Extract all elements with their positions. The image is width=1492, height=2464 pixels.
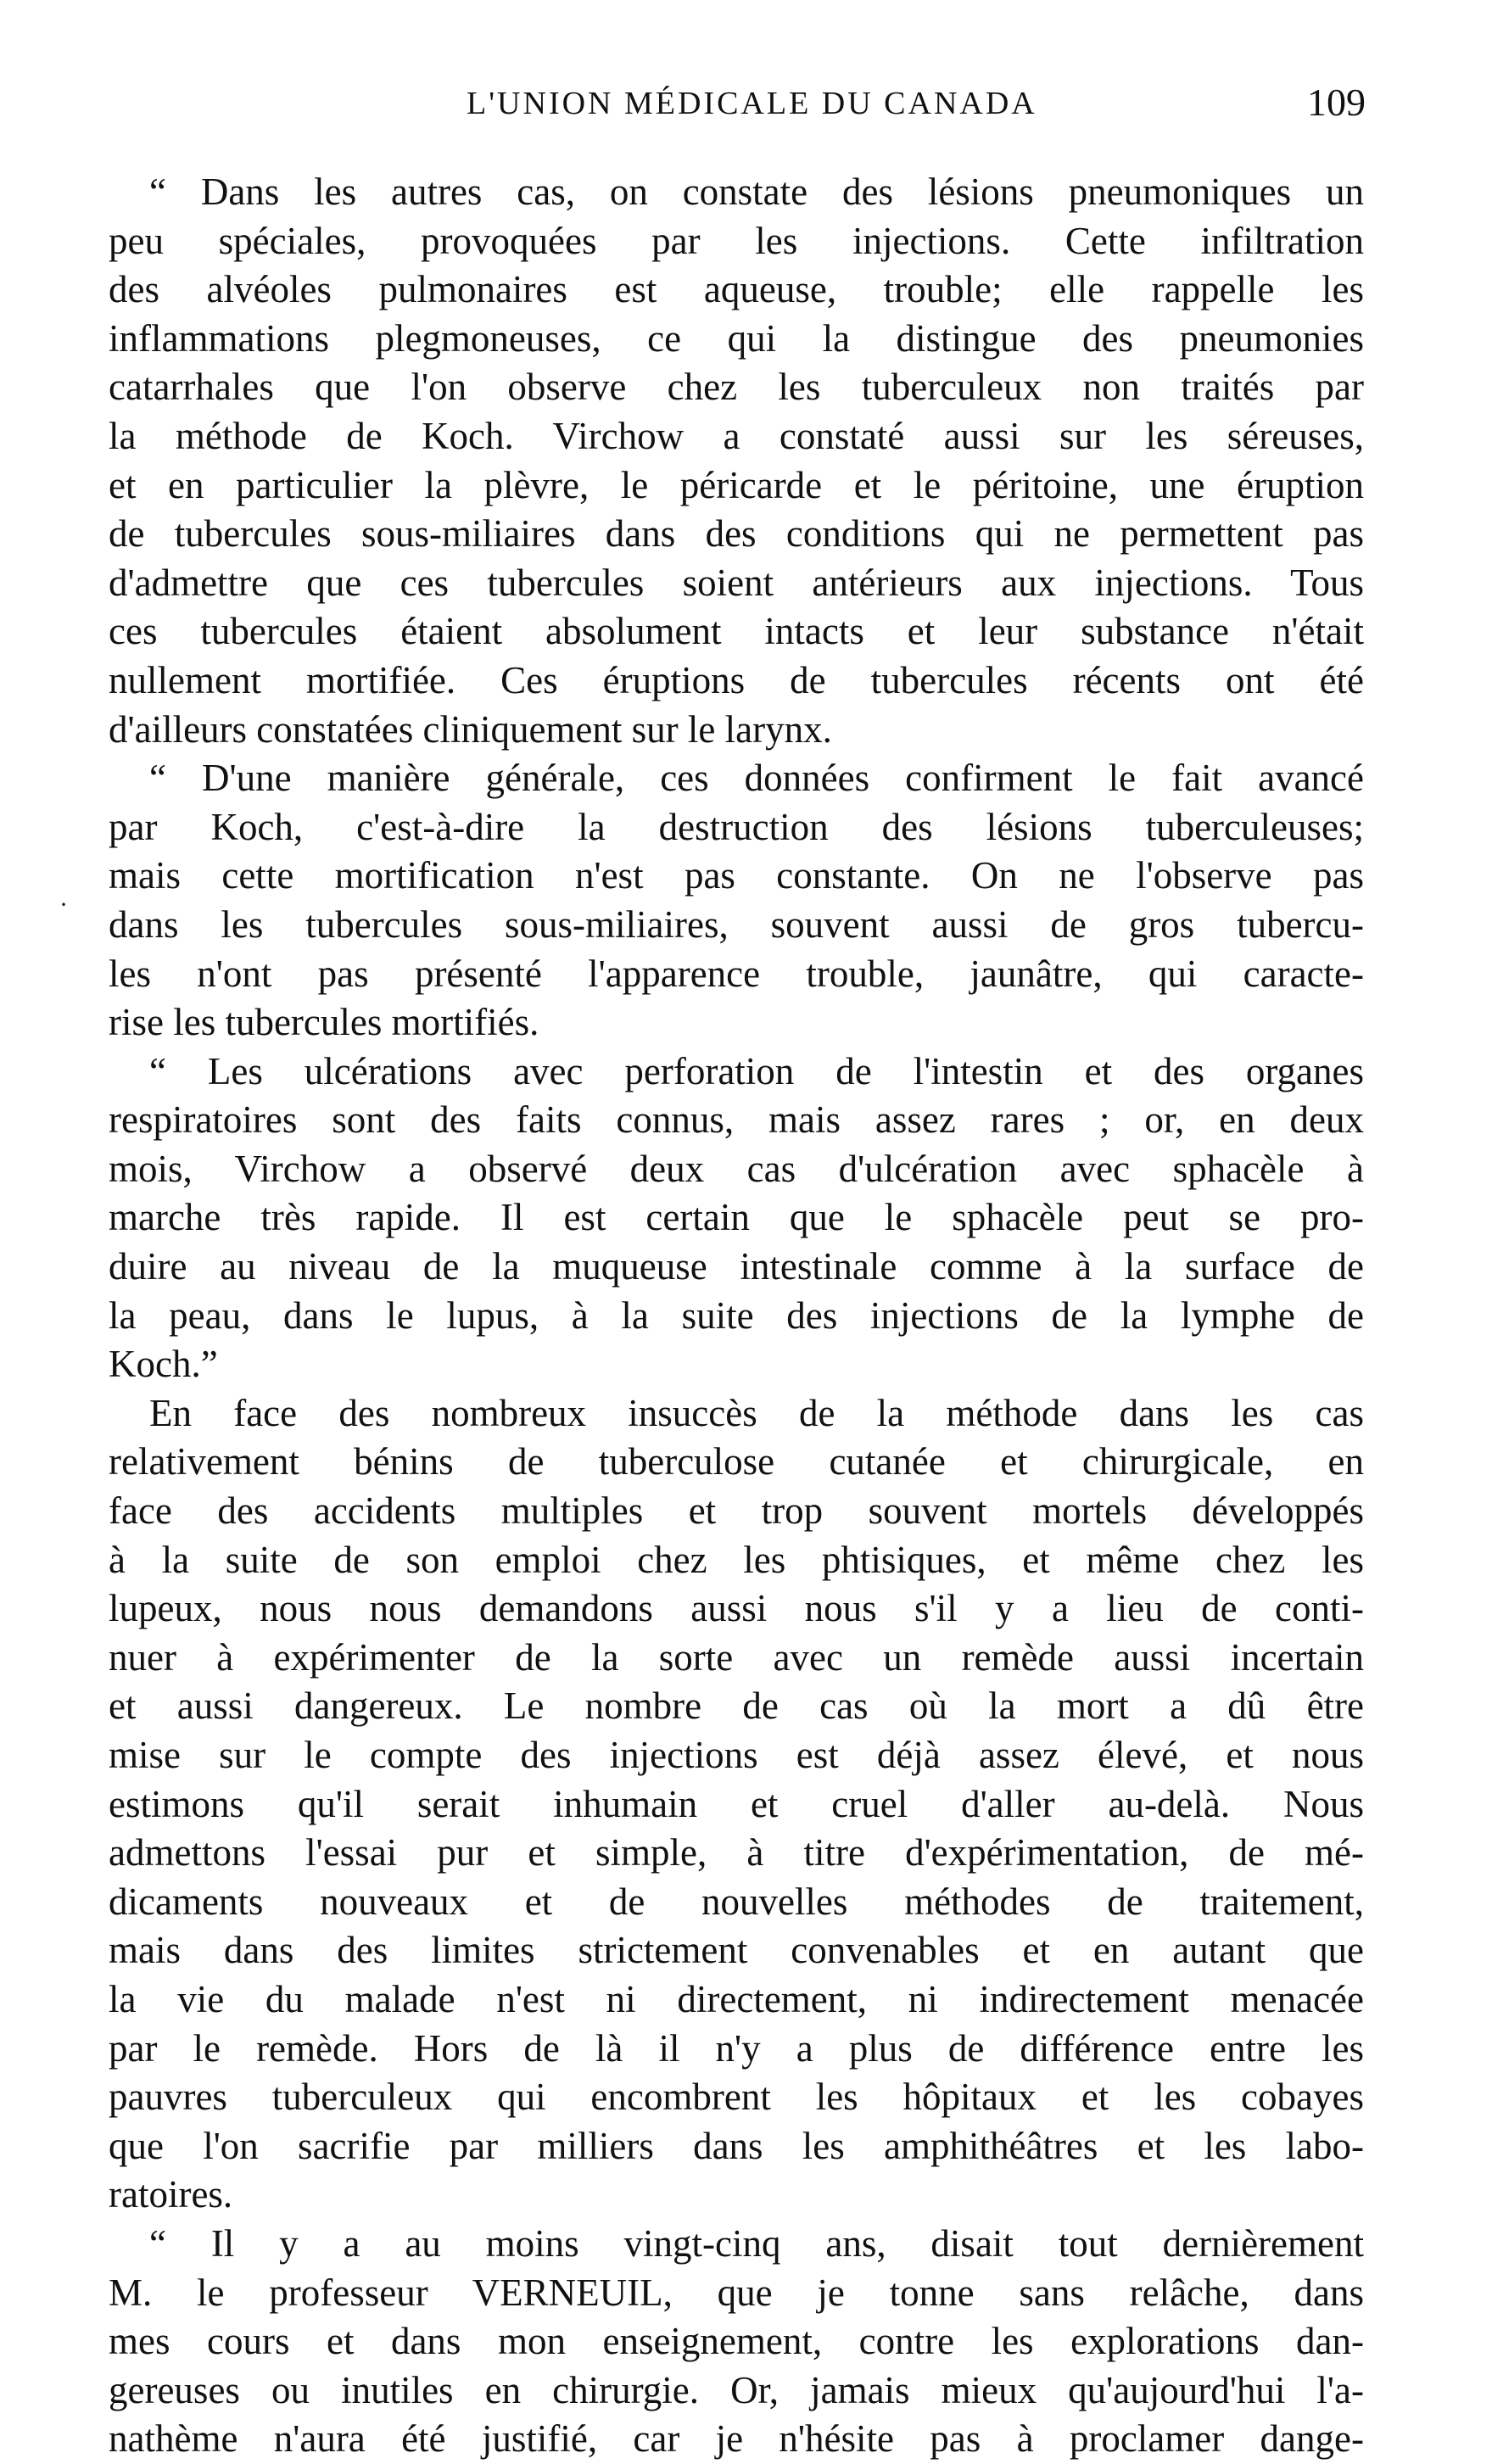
text-line: mise sur le compte des injections est déjà assez élevé, et nous	[109, 1734, 1364, 1776]
text-line: pauvres tuberculeux qui encombrent les hôpitaux et les cobayes	[109, 2076, 1364, 2119]
running-title: L'UNION MÉDICALE DU CANADA	[467, 86, 1037, 121]
text-line: Koch.”	[109, 1343, 218, 1386]
text-line: dans les tubercules sous-miliaires, souvent aussi de gros tubercu-	[109, 902, 1364, 946]
text-line: En face des nombreux insuccès de la méthode dans les cas	[149, 1391, 1364, 1434]
text-line: à la suite de son emploi chez les phtisiques, et même chez les	[109, 1538, 1364, 1581]
text-line: mais cette mortification n'est pas constante. On ne l'observe pas	[109, 854, 1364, 897]
text-line: que l'on sacrifie par milliers dans les amphithéâtres et les labo-	[109, 2124, 1364, 2167]
text-line: la vie du malade n'est ni directement, ni indirectement menacée	[109, 1977, 1364, 2020]
text-line: et en particulier la plèvre, le péricarde et le péritoine, une éruption	[109, 463, 1364, 506]
text-line: M. le professeur VERNEUIL, que je tonne sans relâche, dans	[109, 2271, 1364, 2314]
text-line: gereuses ou inutiles en chirurgie. Or, jamais mieux qu'aujourd'hui l'a-	[109, 2368, 1364, 2411]
text-line: et aussi dangereux. Le nombre de cas où la mort a dû être	[109, 1685, 1364, 1728]
body-text	[109, 168, 1364, 2464]
text-line: rise les tubercules mortifiés.	[109, 1001, 539, 1044]
text-line: ces tubercules étaient absolument intacts et leur substance n'était	[109, 610, 1364, 653]
text-line: “ Il y a au moins vingt-cinq ans, disait tout dernièrement	[149, 2221, 1364, 2265]
text-line: catarrhales que l'on observe chez les tuberculeux non traités par	[109, 366, 1364, 409]
text-line: de tubercules sous-miliaires dans des conditions qui ne permettent pas	[109, 512, 1364, 556]
text-line: mes cours et dans mon enseignement, contre les explorations dan-	[109, 2320, 1364, 2363]
text-line: “ Dans les autres cas, on constate des lésions pneumoniques un	[149, 170, 1364, 213]
text-line: nathème n'aura été justifié, car je n'hésite pas à proclamer dange-	[109, 2417, 1364, 2461]
page-header	[110, 81, 1366, 136]
text-line: d'admettre que ces tubercules soient antérieurs aux injections. Tous	[109, 561, 1364, 604]
text-line: mais dans des limites strictement convenables et en autant que	[109, 1929, 1364, 1972]
text-line: inflammations plegmoneuses, ce qui la distingue des pneumonies	[109, 316, 1364, 360]
text-line: relativement bénins de tuberculose cutanée et chirurgicale, en	[109, 1440, 1364, 1483]
text-line: estimons qu'il serait inhumain et cruel d'aller au-delà. Nous	[109, 1782, 1364, 1825]
text-line: les n'ont pas présenté l'apparence trouble, jaunâtre, qui caracte-	[109, 952, 1364, 995]
text-line: la méthode de Koch. Virchow a constaté aussi sur les séreuses,	[109, 414, 1364, 457]
page-number: 109	[1307, 81, 1366, 124]
text-line: nullement mortifiée. Ces éruptions de tubercules récents ont été	[109, 658, 1364, 701]
text-line: marche très rapide. Il est certain que le sphacèle peut se pro-	[109, 1196, 1364, 1239]
text-line: d'ailleurs constatées cliniquement sur le larynx.	[109, 707, 832, 751]
text-line: mois, Virchow a observé deux cas d'ulcération avec sphacèle à	[109, 1147, 1364, 1190]
text-line: ratoires.	[109, 2173, 233, 2216]
text-line: respiratoires sont des faits connus, mais assez rares ; or, en deux	[109, 1098, 1364, 1142]
text-line: nuer à expérimenter de la sorte avec un remède aussi incertain	[109, 1635, 1364, 1679]
text-line: lupeux, nous nous demandons aussi nous s'il y a lieu de conti-	[109, 1587, 1364, 1630]
margin-mark: ·	[59, 891, 68, 919]
text-line: la peau, dans le lupus, à la suite des injections de la lymphe de	[109, 1293, 1364, 1337]
text-line: des alvéoles pulmonaires est aqueuse, trouble; elle rappelle les	[109, 268, 1364, 311]
text-line: “ D'une manière générale, ces données confirment le fait avancé	[149, 757, 1364, 800]
text-line: admettons l'essai pur et simple, à titre d'expérimentation, de mé-	[109, 1831, 1364, 1875]
text-line: duire au niveau de la muqueuse intestinale comme à la surface de	[109, 1245, 1364, 1288]
text-line: par le remède. Hors de là il n'y a plus de différence entre les	[109, 2026, 1364, 2070]
text-line: par Koch, c'est-à-dire la destruction des lésions tuberculeuses;	[109, 805, 1364, 848]
text-line: peu spéciales, provoquées par les injections. Cette infiltration	[109, 219, 1364, 262]
text-line: face des accidents multiples et trop souvent mortels développés	[109, 1489, 1364, 1533]
text-line: “ Les ulcérations avec perforation de l'intestin et des organes	[149, 1049, 1364, 1092]
text-line: dicaments nouveaux et de nouvelles méthodes de traitement,	[109, 1880, 1364, 1923]
